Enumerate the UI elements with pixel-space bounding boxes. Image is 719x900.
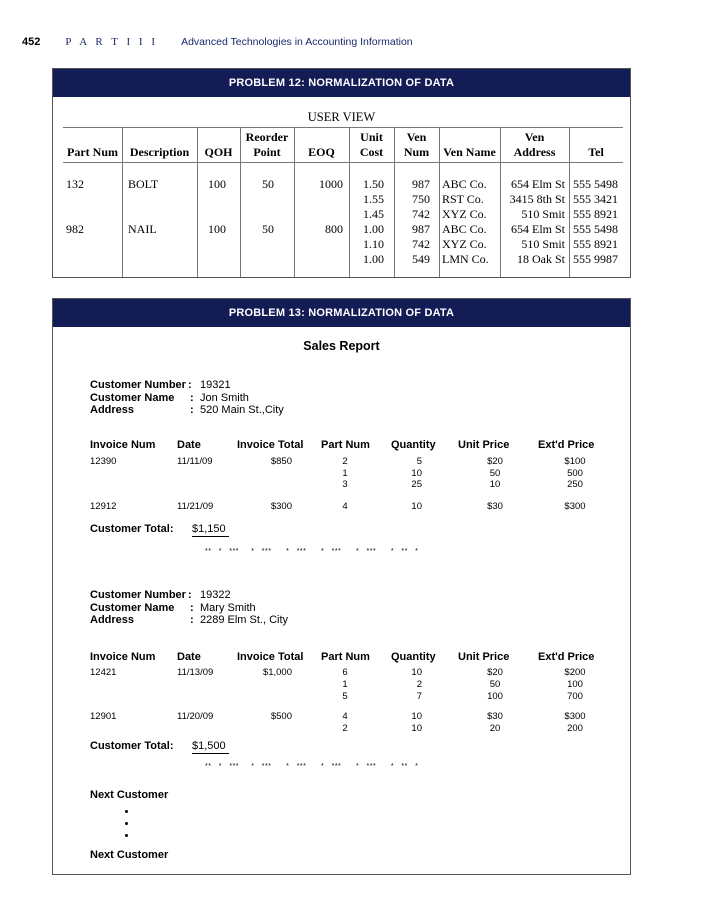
- customer-name-label: Customer Name: [90, 392, 175, 404]
- column-header-line2: QOH: [204, 145, 233, 159]
- table-cell: ABC Co.: [442, 222, 487, 236]
- address-value: 2289 Elm St., City: [200, 614, 289, 626]
- column-header: Ext'd Price: [538, 651, 595, 663]
- table-cell: BOLT: [128, 177, 159, 191]
- customer-number-label: Customer Number: [90, 379, 186, 391]
- extd-price: 250: [567, 479, 583, 490]
- unit-price: 20: [489, 723, 501, 734]
- part-num: 1: [342, 468, 348, 479]
- column-header: Part Num: [321, 439, 370, 451]
- invoice-num: 12421: [90, 667, 117, 678]
- invoice-total: $300: [270, 501, 292, 512]
- invoice-total: $1,000: [262, 667, 292, 678]
- colon: :: [190, 602, 194, 614]
- quantity: 10: [411, 468, 422, 479]
- table-row: [63, 177, 623, 192]
- unit-price: 10: [489, 479, 501, 490]
- customer-name-value: Mary Smith: [200, 602, 256, 614]
- table-cell: 510 Smit: [521, 207, 565, 221]
- unit-price: $30: [487, 711, 503, 722]
- quantity: 25: [411, 479, 422, 490]
- table-cell: 800: [325, 222, 343, 236]
- table-cell: 132: [66, 177, 84, 191]
- table-cell: 549: [412, 252, 430, 266]
- quantity: 10: [411, 501, 422, 512]
- user-view-title: USER VIEW: [307, 110, 376, 124]
- quantity: 10: [411, 723, 422, 734]
- extd-price: $200: [564, 667, 586, 678]
- table-cell: RST Co.: [442, 192, 484, 206]
- quantity: 5: [416, 456, 422, 467]
- column-header: Invoice Total: [237, 439, 304, 451]
- table-cell: 1.10: [363, 237, 384, 251]
- table-cell: XYZ Co.: [442, 237, 487, 251]
- part-num: 4: [342, 501, 348, 512]
- extd-price: 700: [567, 691, 583, 702]
- table-cell: 50: [262, 177, 274, 191]
- column-header: Quantity: [391, 651, 436, 663]
- table-cell: 510 Smit: [521, 237, 565, 251]
- invoice-num: 12901: [90, 711, 117, 722]
- table-cell: 555 3421: [573, 192, 618, 206]
- ellipsis-dot: [125, 822, 128, 825]
- table-cell: 100: [208, 222, 226, 236]
- part-num: 4: [342, 711, 348, 722]
- invoice-num: 12390: [90, 456, 117, 467]
- extd-price: $300: [564, 711, 586, 722]
- table-cell: 982: [66, 222, 84, 236]
- customer-number-value: 19321: [200, 379, 231, 391]
- extd-price: 200: [567, 723, 583, 734]
- problem-13-heading: PROBLEM 13: NORMALIZATION OF DATA: [53, 299, 630, 327]
- table-row: [63, 252, 623, 267]
- table-row: [63, 222, 623, 237]
- unit-price: 50: [489, 679, 501, 690]
- customer-total-label: Customer Total:: [90, 523, 174, 535]
- unit-price: 100: [487, 691, 503, 702]
- unit-price: 50: [489, 468, 501, 479]
- invoice-total: $850: [270, 456, 292, 467]
- colon: :: [188, 379, 192, 391]
- table-cell: 555 5498: [573, 177, 618, 191]
- column-header-line1: Unit: [360, 130, 383, 144]
- table-row: [63, 237, 623, 252]
- quantity: 10: [411, 667, 422, 678]
- unit-price: $30: [487, 501, 503, 512]
- column-header: Unit Price: [458, 651, 510, 663]
- separator-asterisks: ** * *** * *** * *** * *** * *** * ** *: [205, 548, 419, 555]
- customer-total-value: $1,500: [192, 740, 229, 754]
- part-num: 1: [342, 679, 348, 690]
- invoice-date: 11/20/09: [177, 711, 214, 722]
- column-header: Date: [177, 651, 201, 663]
- column-header-line1: Ven: [524, 130, 545, 144]
- table-top-rule: [63, 127, 623, 128]
- extd-price: 100: [567, 679, 583, 690]
- table-cell: 555 9987: [573, 252, 618, 266]
- ellipsis-dot: [125, 810, 128, 813]
- column-header-line1: Ven: [406, 130, 427, 144]
- table-cell: 750: [412, 192, 430, 206]
- table-row: [63, 207, 623, 222]
- part-num: 3: [342, 479, 348, 490]
- colon: :: [190, 392, 194, 404]
- table-header-rule: [63, 162, 623, 163]
- customer-number-value: 19322: [200, 589, 231, 601]
- extd-price: $300: [564, 501, 586, 512]
- sales-report-title: Sales Report: [303, 339, 380, 353]
- invoice-total: $500: [270, 711, 292, 722]
- part-num: 2: [342, 723, 348, 734]
- extd-price: 500: [567, 468, 583, 479]
- quantity: 7: [416, 691, 422, 702]
- column-header: Ext'd Price: [538, 439, 595, 451]
- table-cell: 987: [412, 222, 430, 236]
- address-value: 520 Main St.,City: [200, 404, 284, 416]
- table-cell: 1.00: [363, 222, 384, 236]
- table-cell: ABC Co.: [442, 177, 487, 191]
- table-cell: 50: [262, 222, 274, 236]
- ellipsis-dot: [125, 834, 128, 837]
- table-cell: 654 Elm St: [510, 177, 565, 191]
- customer-name-label: Customer Name: [90, 602, 175, 614]
- column-header-line2: EOQ: [308, 145, 335, 159]
- table-row: [63, 192, 623, 207]
- separator-asterisks: ** * *** * *** * *** * *** * *** * ** *: [205, 763, 419, 770]
- table-cell: 654 Elm St: [510, 222, 565, 236]
- column-header-line2: Ven Name: [443, 145, 496, 159]
- colon: :: [188, 589, 192, 601]
- table-cell: 1.50: [363, 177, 384, 191]
- part-num: 5: [342, 691, 348, 702]
- table-cell: 18 Oak St: [517, 252, 565, 266]
- column-header-line2: Description: [129, 145, 190, 159]
- column-header: Unit Price: [458, 439, 510, 451]
- invoice-date: 11/11/09: [177, 456, 213, 467]
- column-header-line2: Part Num: [67, 145, 118, 159]
- colon: :: [190, 614, 194, 626]
- table-cell: 555 5498: [573, 222, 618, 236]
- quantity: 2: [416, 679, 422, 690]
- chapter-title: Advanced Technologies in Accounting Information: [181, 36, 413, 48]
- customer-name-value: Jon Smith: [200, 392, 249, 404]
- address-label: Address: [90, 614, 135, 626]
- table-cell: 1.00: [363, 252, 384, 266]
- running-header: [22, 36, 413, 48]
- column-header: Invoice Total: [237, 651, 304, 663]
- unit-price: $20: [487, 456, 503, 467]
- invoice-date: 11/13/09: [177, 667, 214, 678]
- table-cell: 555 8921: [573, 237, 618, 251]
- customer-total-value: $1,150: [192, 523, 229, 537]
- table-cell: XYZ Co.: [442, 207, 487, 221]
- page-number: 452: [22, 36, 41, 48]
- extd-price: $100: [564, 456, 586, 467]
- column-header-line2: Num: [403, 145, 430, 159]
- column-header: Part Num: [321, 651, 370, 663]
- customer-number-label: Customer Number: [90, 589, 186, 601]
- column-header: Date: [177, 439, 201, 451]
- table-cell: 742: [412, 207, 430, 221]
- address-label: Address: [90, 404, 135, 416]
- column-header-line2: Cost: [359, 145, 384, 159]
- column-header-line2: Point: [253, 145, 281, 159]
- problem-12-heading: PROBLEM 12: NORMALIZATION OF DATA: [53, 69, 630, 97]
- table-cell: 987: [412, 177, 430, 191]
- problem-13-box: [52, 298, 631, 875]
- column-header-line1: Reorder: [245, 130, 289, 144]
- table-cell: 555 8921: [573, 207, 618, 221]
- column-header-line2: Tel: [588, 145, 604, 159]
- table-cell: 100: [208, 177, 226, 191]
- quantity: 10: [411, 711, 422, 722]
- table-cell: 742: [412, 237, 430, 251]
- column-header-line2: Address: [513, 145, 556, 159]
- column-header: Quantity: [391, 439, 436, 451]
- table-cell: NAIL: [128, 222, 157, 236]
- next-customer-label: Next Customer: [90, 849, 169, 861]
- problem-12-box: [52, 68, 631, 278]
- part-label: P A R T I I I: [65, 36, 159, 48]
- customer-total-label: Customer Total:: [90, 740, 174, 752]
- table-cell: LMN Co.: [442, 252, 489, 266]
- invoice-date: 11/21/09: [177, 501, 214, 512]
- column-header: Invoice Num: [90, 439, 156, 451]
- column-header: Invoice Num: [90, 651, 156, 663]
- unit-price: $20: [487, 667, 503, 678]
- part-num: 6: [342, 667, 348, 678]
- table-cell: 1.45: [363, 207, 384, 221]
- table-cell: 3415 8th St: [509, 192, 565, 206]
- table-cell: 1.55: [363, 192, 384, 206]
- colon: :: [190, 404, 194, 416]
- part-num: 2: [342, 456, 348, 467]
- table-cell: 1000: [319, 177, 343, 191]
- next-customer-label: Next Customer: [90, 789, 169, 801]
- invoice-num: 12912: [90, 501, 117, 512]
